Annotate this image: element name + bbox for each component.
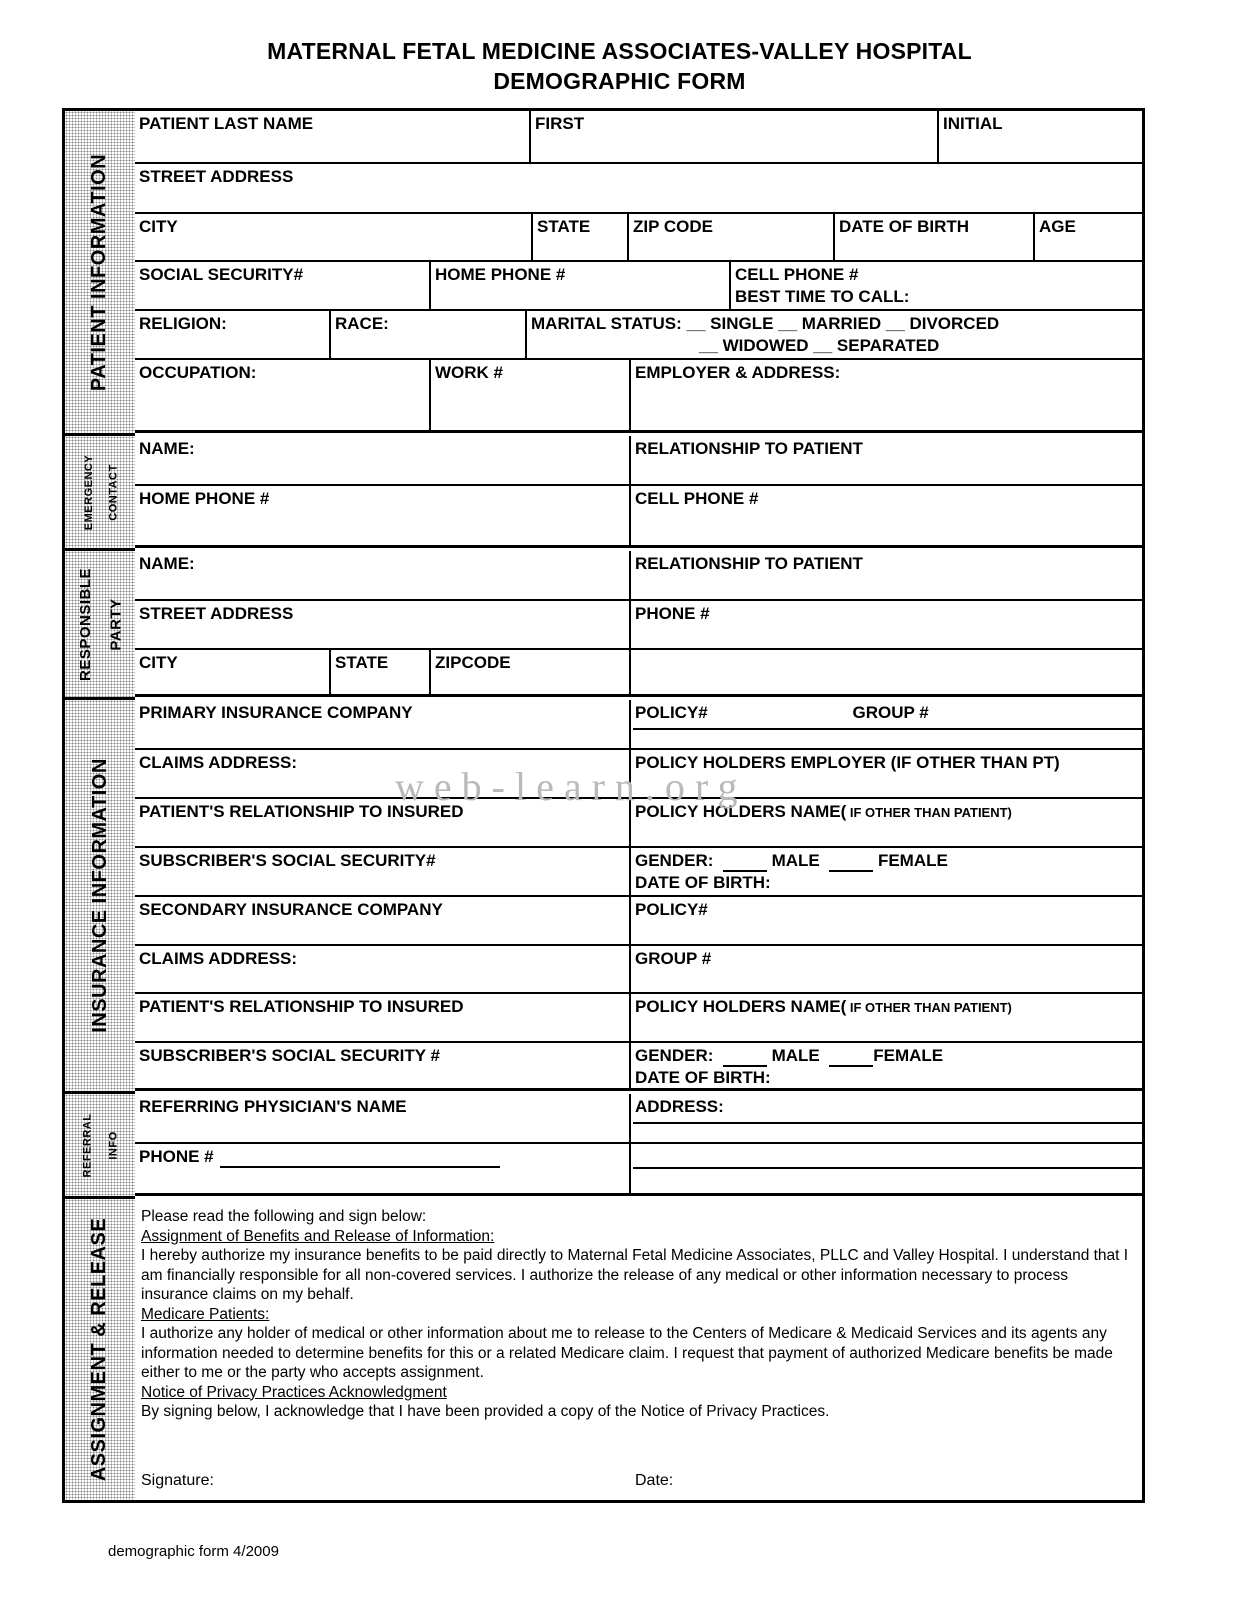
field-responsible-zipcode[interactable]	[431, 650, 631, 694]
field-patient-occupation[interactable]	[135, 360, 431, 430]
field-responsible-relationship[interactable]	[631, 551, 1143, 599]
row-patient-street-address	[135, 164, 1143, 214]
rail-label-insurance-information: INSURANCE INFORMATION	[88, 758, 111, 1033]
row-responsible-address	[135, 601, 1143, 650]
title-line-2: DEMOGRAPHIC FORM	[493, 68, 746, 94]
page-title	[0, 36, 1239, 96]
watermark: web-learn.org	[395, 764, 748, 809]
row-patient-name	[135, 111, 1143, 164]
assignment-paragraph-medicare: I authorize any holder of medical or other information about me to release to the Centers of Medicare & Medicaid Services and its agents any information needed to determine benefits for this or a related Medicare claim. I request that payment of authorized Medicare benefits be made either to me or the party who accepts assignment.	[141, 1325, 1113, 1381]
label-patient-last-name: PATIENT LAST NAME	[139, 114, 314, 133]
label-marital-status-line1: MARITAL STATUS: __ SINGLE __ MARRIED __ DIVORCED	[531, 314, 1000, 333]
form-frame	[62, 108, 1145, 1503]
label-date-of-birth: DATE OF BIRTH	[839, 217, 970, 236]
rail-insurance-information	[65, 700, 135, 1091]
label-subscribers-ssn: SUBSCRIBER'S SOCIAL SECURITY#	[139, 851, 436, 870]
field-patient-state[interactable]	[533, 214, 629, 260]
rail-label-responsible: RESPONSIBLE	[77, 567, 95, 681]
row-secondary-insurance	[135, 897, 1143, 946]
field-responsible-state[interactable]	[331, 650, 431, 694]
field-secondary-insurance-company[interactable]	[135, 897, 631, 944]
label-employer-address: EMPLOYER & ADDRESS:	[635, 363, 841, 382]
label-social-security: SOCIAL SECURITY#	[139, 265, 304, 284]
row-patient-city-state-zip	[135, 214, 1143, 262]
label-primary-insurance-company: PRIMARY INSURANCE COMPANY	[139, 703, 413, 722]
field-patient-ssn[interactable]	[135, 262, 431, 309]
row-responsible-name	[135, 551, 1143, 601]
label-race: RACE:	[335, 314, 389, 333]
field-primary-subscriber-ssn[interactable]	[135, 848, 631, 895]
label-group-number: GROUP #	[852, 703, 929, 722]
assignment-release-block	[135, 1199, 1143, 1500]
label-responsible-city: CITY	[139, 653, 178, 672]
row-secondary-claims-address	[135, 946, 1143, 994]
row-primary-claims-address	[135, 750, 1143, 799]
section-rail	[65, 111, 135, 1500]
label-occupation: OCCUPATION:	[139, 363, 257, 382]
label-gender: GENDER:	[635, 851, 714, 870]
label-emergency-home-phone: HOME PHONE #	[139, 489, 270, 508]
field-patient-initial[interactable]	[939, 111, 1143, 162]
assignment-heading-benefits: Assignment of Benefits and Release of Information:	[141, 1227, 495, 1245]
label-secondary-dob: DATE OF BIRTH:	[635, 1068, 771, 1087]
label-emergency-name: NAME:	[139, 439, 195, 458]
row-emergency-name	[135, 436, 1143, 486]
label-secondary-gender: GENDER:	[635, 1046, 714, 1065]
label-religion: RELIGION:	[139, 314, 227, 333]
field-responsible-name[interactable]	[135, 551, 631, 599]
row-patient-contact	[135, 262, 1143, 311]
label-secondary-policy-holders-name: POLICY HOLDERS NAME(	[635, 997, 847, 1016]
rail-label-assignment-release: ASSIGNMENT & RELEASE	[88, 1217, 111, 1482]
row-secondary-relationship	[135, 994, 1143, 1043]
title-line-1: MATERNAL FETAL MEDICINE ASSOCIATES-VALLEY HOSPITAL	[267, 38, 972, 64]
row-emergency-phones	[135, 486, 1143, 548]
divider-policy-group	[633, 728, 1143, 730]
label-referring-address: ADDRESS:	[635, 1097, 724, 1116]
label-secondary-policy-holders-name-suffix: IF OTHER THAN PATIENT)	[846, 1000, 1012, 1015]
rail-label-contact: CONTACT	[107, 463, 120, 521]
field-patient-last-name[interactable]	[135, 111, 531, 162]
label-policy-holders-employer: POLICY HOLDERS EMPLOYER (IF OTHER THAN PT)	[635, 753, 1060, 772]
label-emergency-relationship: RELATIONSHIP TO PATIENT	[635, 439, 863, 458]
label-initial: INITIAL	[943, 114, 1003, 133]
field-primary-gender-dob[interactable]	[631, 848, 1143, 895]
field-responsible-phone[interactable]	[631, 601, 1143, 648]
field-secondary-subscriber-ssn[interactable]	[135, 1043, 631, 1088]
row-responsible-city-state-zip	[135, 650, 1143, 697]
field-emergency-home-phone[interactable]	[135, 486, 631, 545]
assignment-heading-medicare: Medicare Patients:	[141, 1305, 270, 1323]
label-referring-phone: PHONE #	[139, 1147, 214, 1166]
label-cell-phone: CELL PHONE #	[735, 265, 859, 284]
label-claims-address: CLAIMS ADDRESS:	[139, 753, 298, 772]
field-primary-patient-relationship[interactable]	[135, 799, 631, 846]
label-emergency-cell-phone: CELL PHONE #	[635, 489, 759, 508]
rail-label-party: PARTY	[107, 597, 125, 651]
label-secondary-male: MALE	[771, 1046, 820, 1065]
field-primary-policy-group[interactable]	[631, 700, 1143, 748]
field-patient-religion[interactable]	[135, 311, 331, 358]
label-secondary-claims-address: CLAIMS ADDRESS:	[139, 949, 298, 968]
field-responsible-extra[interactable]	[631, 650, 1143, 694]
divider-referring-address-2	[633, 1167, 1143, 1169]
label-secondary-gender-line	[635, 1045, 1143, 1067]
label-first: FIRST	[535, 114, 585, 133]
label-secondary-policy-number: POLICY#	[635, 900, 708, 919]
rail-label-referral: REFERRAL	[81, 1113, 94, 1177]
label-responsible-phone: PHONE #	[635, 604, 710, 623]
field-patient-street-address[interactable]	[135, 164, 1143, 212]
row-patient-employment	[135, 360, 1143, 433]
label-zip-code: ZIP CODE	[633, 217, 713, 236]
label-state: STATE	[537, 217, 591, 236]
rail-label-info: INFO	[107, 1130, 120, 1160]
label-policy-number: POLICY#	[635, 703, 708, 722]
field-responsible-street-address[interactable]	[135, 601, 631, 648]
rail-patient-information	[65, 111, 135, 433]
field-emergency-cell-phone[interactable]	[631, 486, 1143, 545]
field-patient-employer-address[interactable]	[631, 360, 1143, 430]
field-patient-dob[interactable]	[835, 214, 1035, 260]
label-female: FEMALE	[877, 851, 948, 870]
field-patient-zip[interactable]	[629, 214, 835, 260]
row-secondary-subscriber	[135, 1043, 1143, 1091]
label-male: MALE	[771, 851, 820, 870]
field-patient-home-phone[interactable]	[431, 262, 731, 309]
assignment-paragraph-privacy: By signing below, I acknowledge that I have been provided a copy of the Notice of Privacy Practices.	[141, 1403, 830, 1420]
field-secondary-group-number[interactable]	[631, 946, 1143, 992]
label-primary-gender-line	[635, 850, 1143, 872]
label-secondary-female: FEMALE	[873, 1046, 944, 1065]
label-policy-holders-name: POLICY HOLDERS NAME(	[635, 802, 847, 821]
rail-responsible-party	[65, 551, 135, 697]
row-primary-relationship	[135, 799, 1143, 848]
field-responsible-city[interactable]	[135, 650, 331, 694]
field-secondary-gender-dob[interactable]	[631, 1043, 1143, 1088]
label-secondary-subscribers-ssn: SUBSCRIBER'S SOCIAL SECURITY #	[139, 1046, 440, 1065]
field-referring-phone[interactable]	[135, 1144, 631, 1193]
field-primary-policy-holders-name[interactable]	[631, 799, 1143, 846]
label-secondary-patients-relationship: PATIENT'S RELATIONSHIP TO INSURED	[139, 997, 464, 1016]
assignment-intro: Please read the following and sign below:	[141, 1208, 427, 1225]
label-primary-dob: DATE OF BIRTH:	[635, 873, 771, 892]
row-referring-phone	[135, 1144, 1143, 1196]
label-patients-relationship: PATIENT'S RELATIONSHIP TO INSURED	[139, 802, 464, 821]
field-patient-age[interactable]	[1035, 214, 1143, 260]
divider-referring-address-1	[633, 1122, 1143, 1124]
field-emergency-relationship[interactable]	[631, 436, 1143, 484]
form-body	[135, 111, 1142, 1500]
row-primary-insurance	[135, 700, 1143, 750]
field-secondary-claims-address[interactable]	[135, 946, 631, 992]
label-responsible-state: STATE	[335, 653, 389, 672]
assignment-heading-privacy: Notice of Privacy Practices Acknowledgment	[141, 1383, 447, 1401]
date-label[interactable]: Date:	[635, 1471, 674, 1489]
label-responsible-street-address: STREET ADDRESS	[139, 604, 294, 623]
signature-row	[141, 1471, 1109, 1491]
field-patient-first-name[interactable]	[531, 111, 939, 162]
field-patient-cell-phone[interactable]	[731, 262, 1143, 309]
label-home-phone: HOME PHONE #	[435, 265, 566, 284]
footer-text: demographic form 4/2009	[108, 1543, 279, 1560]
rail-referral-info	[65, 1094, 135, 1196]
field-patient-work-number[interactable]	[431, 360, 631, 430]
field-policy-holders-employer[interactable]	[631, 750, 1143, 797]
rail-assignment-release	[65, 1199, 135, 1500]
label-referring-physician-name: REFERRING PHYSICIAN'S NAME	[139, 1097, 407, 1116]
field-referring-address[interactable]	[631, 1094, 1143, 1142]
row-primary-subscriber	[135, 848, 1143, 897]
label-marital-status-line2: __ WIDOWED __ SEPARATED	[699, 336, 940, 355]
field-secondary-policy-holders-name[interactable]	[631, 994, 1143, 1041]
field-patient-marital-status[interactable]	[527, 311, 1143, 358]
field-referring-physician-name[interactable]	[135, 1094, 631, 1142]
label-responsible-zipcode: ZIPCODE	[435, 653, 511, 672]
rail-label-patient-information: PATIENT INFORMATION	[88, 153, 111, 391]
field-patient-race[interactable]	[331, 311, 527, 358]
label-age: AGE	[1039, 217, 1076, 236]
assignment-paragraph-benefits: I hereby authorize my insurance benefits to be paid directly to Maternal Fetal Medicine Associates, PLLC and Valley Hospital. I understand that I am financially responsible for all non-covered services. I authorize the release of any medical or other information necessary to process insurance claims on my behalf.	[141, 1247, 1129, 1303]
label-city: CITY	[139, 217, 178, 236]
field-emergency-name[interactable]	[135, 436, 631, 484]
signature-label[interactable]: Signature:	[141, 1471, 214, 1489]
field-primary-claims-address[interactable]	[135, 750, 631, 797]
field-patient-city[interactable]	[135, 214, 533, 260]
label-responsible-relationship: RELATIONSHIP TO PATIENT	[635, 554, 863, 573]
label-secondary-insurance-company: SECONDARY INSURANCE COMPANY	[139, 900, 443, 919]
field-primary-insurance-company[interactable]	[135, 700, 631, 748]
field-secondary-policy-number[interactable]	[631, 897, 1143, 944]
label-best-time-to-call: BEST TIME TO CALL:	[735, 287, 910, 306]
label-responsible-name: NAME:	[139, 554, 195, 573]
row-referring-physician	[135, 1094, 1143, 1144]
label-secondary-group-number: GROUP #	[635, 949, 712, 968]
field-secondary-patient-relationship[interactable]	[135, 994, 631, 1041]
rail-emergency-contact	[65, 436, 135, 548]
label-street-address: STREET ADDRESS	[139, 167, 294, 186]
label-policy-holders-name-suffix: IF OTHER THAN PATIENT)	[846, 805, 1012, 820]
label-work-number: WORK #	[435, 363, 503, 382]
rail-label-emergency: EMERGENCY	[83, 454, 96, 530]
row-patient-religion-race-marital	[135, 311, 1143, 360]
